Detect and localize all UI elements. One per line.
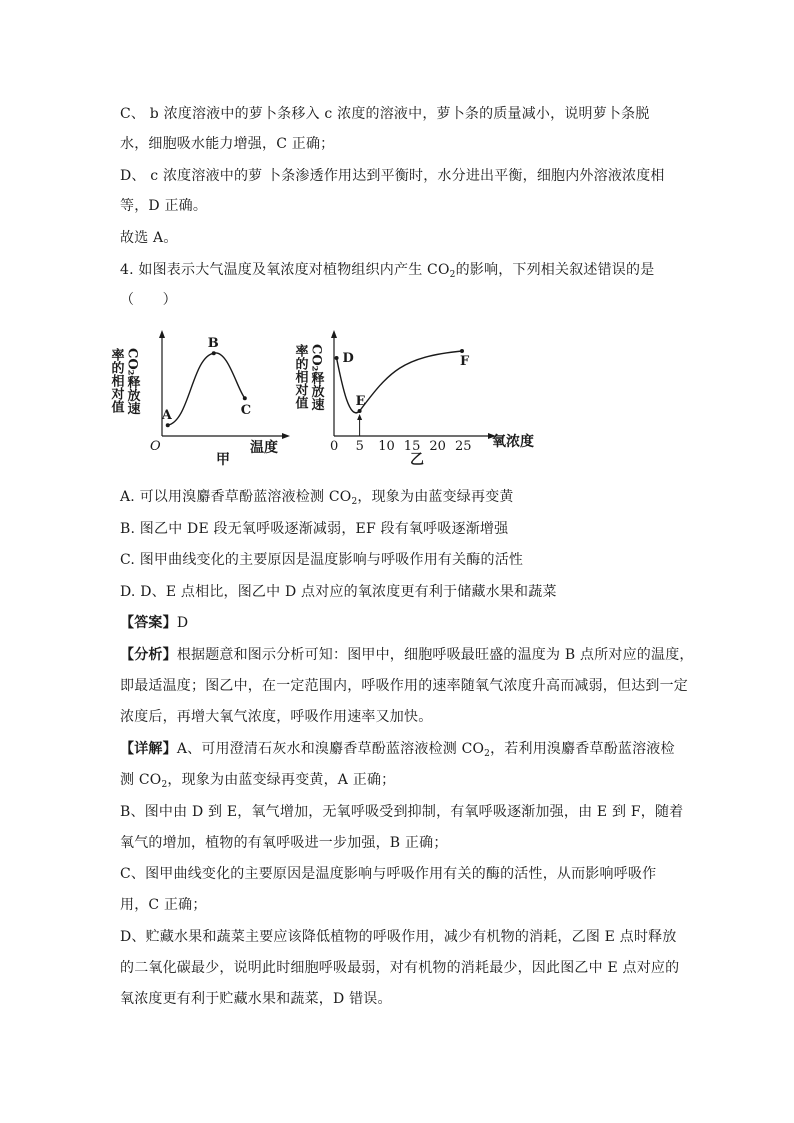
explanation-line-5: C、图甲曲线变化的主要原因是温度影响与呼吸作用有关的酶的活性，从而影响呼吸作 [120, 866, 657, 882]
jia-ylabel-line-2: 率的相对值 [108, 348, 124, 413]
yi-ylabel-line-1: CO₂释放速 [308, 344, 324, 411]
analysis-line-3: 浓度后，再增大氧气浓度，呼吸作用速率又加快。 [120, 709, 433, 725]
analysis-line-2: 即最适温度；图乙中，在一定范围内，呼吸作用的速率随氧气浓度升高而减弱，但达到一定 [120, 678, 688, 694]
yi-tick-label: 25 [455, 439, 472, 454]
yi-tick-label: 10 [378, 439, 395, 454]
jia-y-arrow-icon [159, 330, 165, 338]
explanation-tag: 【详解】 [120, 741, 177, 757]
explanation-line-9: 氧浓度更有利于贮藏水果和蔬菜，D 错误。 [120, 991, 392, 1007]
explanation-text-2b: ，现象为由蓝变绿再变黄，A 正确； [167, 772, 396, 788]
yi-point-e [358, 409, 362, 413]
analysis-text-1: 根据题意和图示分析可知：图甲中，细胞呼吸最旺盛的温度为 B 点所对应的温度， [176, 647, 694, 663]
explanation-text-2a: 测 CO [120, 772, 162, 788]
jia-point-c [243, 396, 247, 400]
jia-label-a: A [161, 408, 172, 424]
yi-x-ticks [330, 439, 472, 454]
yi-tick-label: 15 [403, 439, 421, 454]
option-d-analysis-line-2: 等，D 正确。 [120, 198, 208, 214]
explanation-subscript-2: 2 [161, 780, 168, 790]
question-4-text-a: 4. 如图表示大气温度及氧浓度对植物组织内产生 CO [120, 262, 450, 278]
jia-x-arrow-icon [282, 433, 290, 439]
analysis-line-1 [120, 645, 694, 665]
explanation-line-3: B、图中由 D 到 E，氧气增加，无氧呼吸受到抑制，有氧呼吸逐渐加强，由 E 到 F，随着 [120, 804, 684, 820]
option-c-analysis-line-1: C、 b 浓度溶液中的萝卜条移入 c 浓度的溶液中，萝卜条的质量减小，说明萝卜条脱 [120, 106, 650, 122]
option-a-text-a: A. 可以用溴麝香草酚蓝溶液检测 CO [120, 489, 352, 505]
explanation-line-7: D、贮藏水果和蔬菜主要应该降低植物的呼吸作用，减少有机物的消耗，乙图 E 点时释放 [120, 929, 677, 945]
explanation-line-4: 氧气的增加，植物的有氧呼吸进一步加强，B 正确； [120, 835, 448, 851]
yi-label-f: F [460, 354, 470, 369]
analysis-tag: 【分析】 [120, 647, 177, 663]
yi-e-marker-arrow-icon [357, 414, 362, 420]
jia-label-b: B [207, 336, 219, 352]
yi-tick-label: 0 [330, 439, 339, 454]
question-4-figure [108, 322, 552, 472]
question-4-blank: （ ） [120, 292, 177, 308]
yi-y-arrow-icon [331, 330, 337, 338]
explanation-subscript-1: 2 [484, 749, 491, 759]
explanation-line-6: 用，C 正确； [120, 897, 207, 913]
option-d: D. D、E 点相比，图乙中 D 点对应的氧浓度更有利于储藏水果和蔬菜 [120, 584, 557, 600]
question-4-subscript: 2 [449, 270, 456, 280]
yi-point-d [335, 356, 339, 360]
answer-value: D [176, 615, 189, 631]
chart-yi [293, 330, 535, 468]
jia-point-a [166, 423, 170, 427]
jia-label-c: C [240, 403, 252, 419]
option-c: C. 图甲曲线变化的主要原因是温度影响与呼吸作用有关酶的活性 [120, 552, 524, 568]
option-c-analysis-line-2: 水，细胞吸水能力增强，C 正确； [120, 136, 335, 152]
jia-point-b [212, 351, 216, 355]
answer-tag: 【答案】 [120, 615, 177, 631]
explanation-line-8: 的二氧化碳最少，说明此时细胞呼吸最弱，对有机物的消耗最少，因此图乙中 E 点对应的 [120, 960, 680, 976]
explanation-line-2 [120, 770, 395, 795]
chart-jia [109, 330, 291, 468]
option-a-subscript: 2 [351, 497, 358, 507]
jia-curve [168, 353, 245, 425]
answer-line [120, 613, 188, 633]
explanation-text-1b: ，若利用溴麝香草酚蓝溶液检 [490, 741, 675, 757]
jia-caption: 甲 [216, 452, 230, 468]
jia-ylabel-line-1: CO₂释放速 [124, 348, 140, 415]
yi-label-e: E [355, 394, 366, 409]
yi-label-d: D [342, 351, 354, 366]
yi-tick-label: 5 [355, 439, 364, 454]
yi-point-f [460, 349, 464, 353]
jia-origin-label: O [150, 439, 161, 454]
yi-xlabel: 氧浓度 [492, 434, 534, 450]
explanation-line-1 [120, 739, 675, 764]
question-4-stem [120, 260, 654, 285]
yi-ylabel-line-2: 率的相对值 [292, 344, 308, 409]
option-b: B. 图乙中 DE 段无氧呼吸逐渐减弱，EF 段有氧呼吸逐渐增强 [120, 521, 509, 537]
question-4-text-b: 的影响，下列相关叙述错误的是 [455, 262, 655, 278]
answer-choice-line: 故选 A。 [120, 230, 178, 246]
explanation-text-1a: A、可用澄清石灰水和溴麝香草酚蓝溶液检测 CO [176, 741, 485, 757]
jia-xlabel: 温度 [250, 440, 278, 456]
yi-caption: 乙 [410, 452, 424, 468]
option-d-analysis-line-1: D、 c 浓度溶液中的萝 卜条渗透作用达到平衡时，水分进出平衡，细胞内外溶液浓度相 [120, 168, 665, 184]
option-a-text-b: ，现象为由蓝变绿再变黄 [357, 489, 514, 505]
option-a [120, 487, 514, 512]
yi-tick-label: 20 [429, 439, 446, 454]
